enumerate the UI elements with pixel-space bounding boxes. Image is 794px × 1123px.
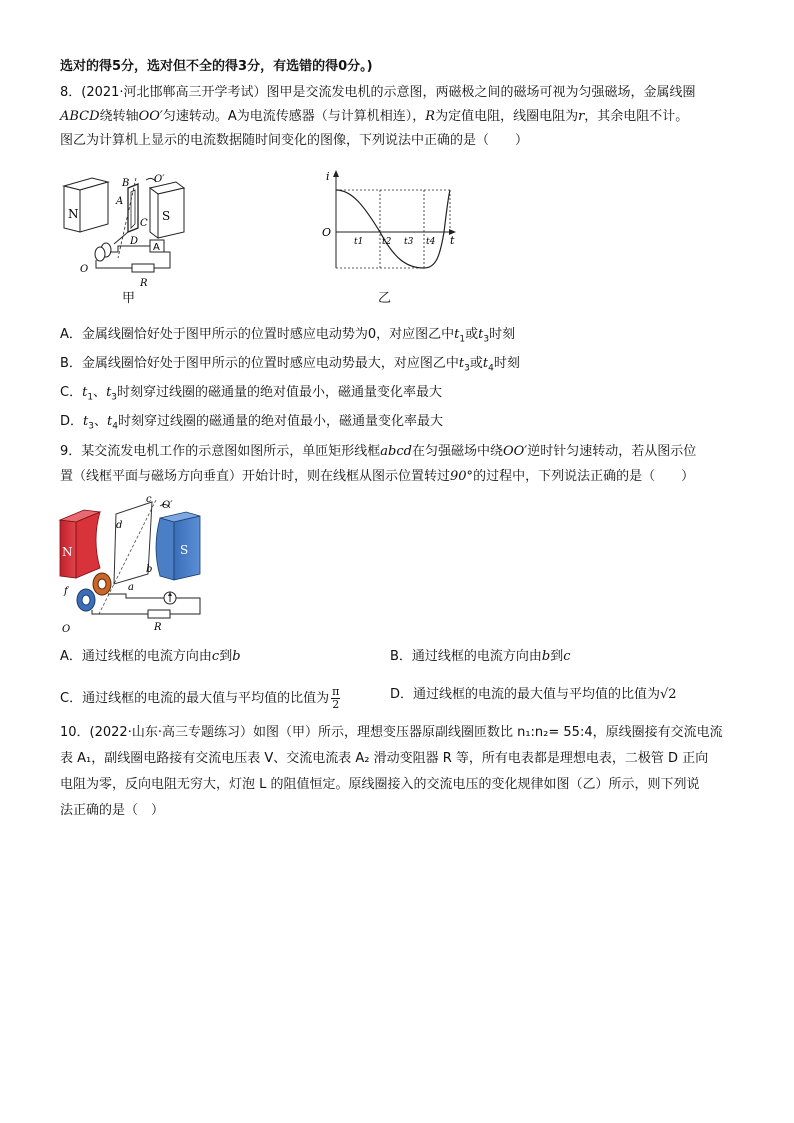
q8-option-c[interactable]: [60, 384, 442, 407]
axis-label: OO′: [138, 109, 163, 124]
q10-stem-line1: 10．(2022·山东·高三专题练习）如图（甲）所示，理想变压器原副线圈匝数比 n₁:n₂= 55:4，原线圈接有交流电流: [60, 725, 723, 740]
text: 匀速转动。A为电流传感器（与计算机相连），: [162, 109, 426, 124]
text: 到: [550, 649, 564, 664]
tick-t2: t2: [382, 237, 392, 247]
point-c: c: [563, 649, 571, 664]
point-c: c: [211, 649, 220, 664]
axis-t-label: t: [450, 234, 455, 247]
frame-label: abcd: [380, 444, 412, 459]
text: A．金属线圈恰好处于图甲所示的位置时感应电动势为0，对应图乙中: [60, 327, 455, 342]
label-A: A: [116, 196, 124, 207]
resistor-label: R: [425, 109, 436, 124]
q8-stem-line1: 8．(2021·河北邯郸高三开学考试）图甲是交流发电机的示意图，两磁极之间的磁场可视为匀强磁场，金属线圈: [60, 85, 696, 100]
text: 时刻穿过线圈的磁通量的绝对值最小，磁通量变化率最大: [117, 385, 443, 400]
denominator: 2: [332, 698, 340, 711]
angle-value: 90°: [450, 469, 474, 484]
label-d: d: [116, 520, 123, 531]
q9-option-d[interactable]: [390, 686, 677, 704]
figure-generator-jia: [58, 168, 188, 300]
q10-stem-line4: 法正确的是（ ）: [60, 803, 165, 818]
q8-stem-line2: [60, 108, 688, 126]
t-symbol: t: [454, 327, 460, 342]
text: 绕转轴: [99, 109, 139, 124]
subscript: 3: [88, 421, 94, 432]
label-Oprime: O′: [154, 174, 165, 185]
point-b: b: [541, 649, 551, 664]
label-Oprime: O′: [162, 500, 173, 511]
label-c: c: [146, 496, 152, 505]
s-pole-label: S: [180, 543, 189, 557]
subscript: 1: [87, 392, 94, 403]
subscript: 1: [459, 334, 466, 345]
figure-current-graph-yi: [318, 168, 460, 276]
subscript: 3: [111, 392, 118, 403]
q8-stem-line3: 图乙为计算机上显示的电流数据随时间变化的图像，下列说法中正确的是（ ）: [60, 133, 529, 148]
text: B．金属线圈恰好处于图甲所示的位置时感应电动势最大，对应图乙中: [60, 356, 459, 371]
figure-generator-q9: [56, 496, 204, 638]
q9-option-a[interactable]: [60, 648, 241, 666]
label-b: b: [146, 564, 153, 575]
q9-stem-line2: [60, 468, 694, 486]
text: A．通过线框的电流方向由: [60, 649, 212, 664]
text: 或: [465, 327, 479, 342]
text: B．通过线框的电流方向由: [390, 649, 542, 664]
section-instruction: 选对的得5分，选对但不全的得3分，有选错的得0分。): [60, 59, 373, 74]
text: 时刻: [489, 327, 516, 342]
text: 、: [93, 385, 107, 400]
text: 逆时针匀速转动，若从图示位: [527, 444, 697, 459]
s-pole-label: S: [162, 209, 171, 223]
t-symbol: t: [482, 356, 489, 371]
text: 或: [469, 356, 483, 371]
fraction-pi-over-2: [331, 686, 340, 711]
figure-jia-caption: 甲: [122, 291, 136, 306]
origin-label: O: [322, 226, 332, 239]
ammeter-label: A: [153, 242, 160, 253]
text: 9．某交流发电机工作的示意图如图所示，单匝矩形线框: [60, 444, 381, 459]
label-f: f: [64, 586, 68, 597]
coil-resistance-label: r: [578, 109, 585, 124]
q9-option-b[interactable]: [390, 648, 571, 666]
text: 为定值电阻，线圈电阻为: [435, 109, 579, 124]
text: 置（线框平面与磁场方向垂直）开始计时，则在线框从图示位置转过: [60, 469, 451, 484]
text: 时刻: [493, 356, 520, 371]
label-D: D: [130, 236, 139, 247]
text: 、: [93, 414, 107, 429]
t-symbol: t: [478, 327, 484, 342]
t-symbol: t: [82, 385, 88, 400]
label-a: a: [128, 582, 134, 593]
q9-stem-line1: [60, 443, 696, 461]
q10-stem-line2: 表 A₁，副线圈电路接有交流电压表 V、交流电流表 A₂ 滑动变阻器 R 等，所有电表都是理想电表，二极管 D 正向: [60, 751, 709, 766]
subscript: 4: [488, 363, 494, 374]
text: D．: [60, 414, 84, 429]
sqrt-two: √2: [660, 687, 677, 702]
figure-yi-caption: 乙: [378, 291, 392, 306]
text: ，其余电阻不计。: [584, 109, 689, 124]
tick-t4: t4: [426, 237, 436, 247]
text: C．通过线框的电流的最大值与平均值的比值为: [60, 691, 330, 706]
subscript: 3: [464, 363, 470, 374]
label-C: C: [140, 218, 148, 229]
text: C．: [60, 385, 83, 400]
label-R: R: [140, 278, 148, 289]
text: 到: [219, 649, 233, 664]
text: D．通过线框的电流的最大值与平均值的比值为: [390, 687, 661, 702]
axis-i-label: i: [326, 170, 330, 183]
coil-label: ABCD: [60, 109, 100, 124]
subscript: 4: [112, 421, 118, 432]
t-symbol: t: [83, 414, 89, 429]
numerator: π: [332, 685, 340, 698]
subscript: 3: [483, 334, 490, 345]
tick-t1: t1: [354, 237, 364, 247]
t-symbol: t: [458, 356, 465, 371]
text: 时刻穿过线圈的磁通量的绝对值最小，磁通量变化率最大: [117, 414, 443, 429]
t-symbol: t: [107, 414, 113, 429]
t-symbol: t: [106, 385, 112, 400]
label-O: O: [62, 624, 71, 635]
n-pole-label: N: [62, 545, 73, 559]
q9-option-c[interactable]: [60, 686, 342, 711]
tick-t3: t3: [404, 237, 414, 247]
q8-option-a[interactable]: [60, 326, 515, 349]
text: 的过程中，下列说法正确的是（ ）: [473, 469, 695, 484]
label-R: R: [154, 622, 162, 633]
q10-stem-line3: 电阻为零，反向电阻无穷大，灯泡 L 的阻值恒定。原线圈接入的交流电压的变化规律如图（乙）所示，则下列说: [60, 777, 700, 792]
text: 在匀强磁场中绕: [411, 444, 503, 459]
point-b: b: [232, 649, 241, 664]
label-O: O: [80, 264, 89, 275]
label-B: B: [122, 178, 130, 189]
current-curve: [336, 190, 450, 268]
q8-option-b[interactable]: [60, 355, 520, 378]
q8-option-d[interactable]: [60, 413, 443, 436]
n-pole-label: N: [68, 207, 79, 221]
axis-label: OO′: [502, 444, 528, 459]
